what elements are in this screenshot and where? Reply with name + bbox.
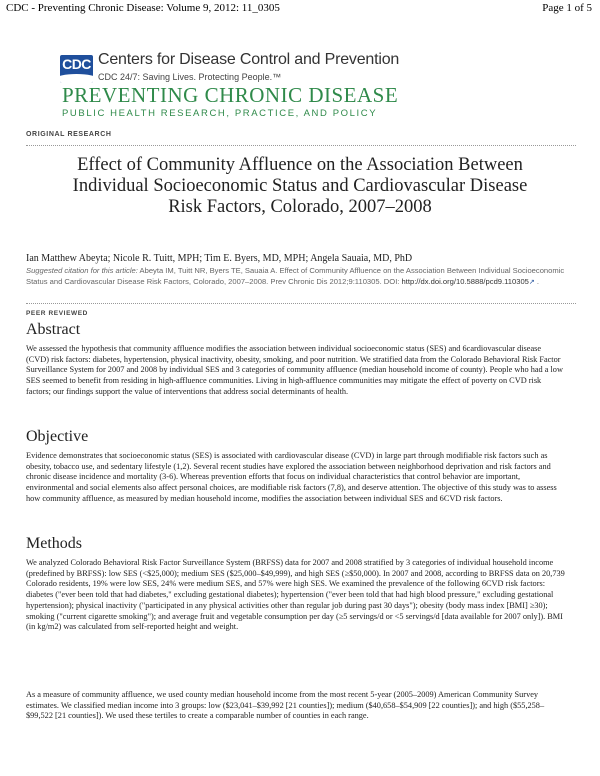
external-link-icon[interactable]: ↗ xyxy=(528,278,535,286)
objective-text: Evidence demonstrates that socioeconomic status (SES) is associated with cardiovascular disease (CVD) in large part through modifiable risk factors such as obesity, tobacco use, and sedentary lifestyle (1,2). Several recent studies have explored the association between neighborhood deprivation and risk factors and chronic disease incidence and mortality (3-6). Whereas prevention efforts that focus on individual characteristics that control behavior are important, environmental and social elements also affect personal choices, are modifiable risk factors (7,8), and deserve attention. The objective of this study was to assess how community affluence, as measured by median household income, modifies the association between individual SES and 6CVD risk factors. xyxy=(26,451,557,503)
journal-subtitle: PUBLIC HEALTH RESEARCH, PRACTICE, AND POLICY xyxy=(62,108,378,119)
author-list: Ian Matthew Abeyta; Nicole R. Tuitt, MPH; Tim E. Byers, MD, MPH; Angela Sauaia, MD, PhD xyxy=(26,253,413,264)
print-header-page: Page 1 of 5 xyxy=(542,2,592,14)
citation-text: Abeyta IM, Tuitt NR, Byers TE, Sauaia A. Effect of Community Affluence on the Association Between Individual Socioeconomic Status and Cardiovascular Disease Risk Factors, Colorado, 2007–2008. Prev Chronic Dis 2012;9:110305. DOI: xyxy=(26,266,565,286)
article-title: Effect of Community Affluence on the Association Between Individual Socioeconomic Status and Cardiovascular Disease Risk Factors, Colorado, 2007–2008 xyxy=(72,155,528,217)
divider xyxy=(26,145,576,146)
citation-lead: Suggested citation for this article: xyxy=(26,266,138,275)
cdc-logo-text: CDC xyxy=(62,56,91,72)
org-tagline: CDC 24/7: Saving Lives. Protecting People.™ xyxy=(98,72,282,82)
section-label: ORIGINAL RESEARCH xyxy=(26,131,112,138)
cdc-logo-icon[interactable] xyxy=(60,55,93,83)
methods-text-1: We analyzed Colorado Behavioral Risk Factor Surveillance System (BRFSS) data for 2007 and 2008 stratified by 3 categories of individual household income (predefined by BRFSS): low SES (<$25,000); medium SES ($25,000–$49,999), and high SES (≥$50,000). In 2007 and 2008, according to BRFSS data on 20,739 Colorado residents, 19% were low SES, 24% were medium SES, and 57% were high SES. We examined the prevalence of the following 6CVD risk factors: diabetes ("ever been told that had diabetes," excluding gestational diabetes); hypertension ("ever been told that had high blood pressure," excluding gestational hypertension); physical inactivity ("participated in any physical activities other than regular job during past 30 days"); obesity (body mass index [BMI] ≥30); smoking ("current cigarette smoking"); and average fruit and vegetable consumption per day (≥5 servings/d or <5 servings/d [data available for 2007 only]). BMI (in kg/m2) was calculated from self-reported height and weight. xyxy=(26,558,565,632)
print-header-source: CDC - Preventing Chronic Disease: Volume 9, 2012: 11_0305 xyxy=(6,2,280,14)
doi-link[interactable]: http://dx.doi.org/10.5888/pcd9.110305 xyxy=(401,276,529,286)
suggested-citation xyxy=(26,266,566,288)
methods-heading: Methods xyxy=(26,535,82,552)
journal-name[interactable]: PREVENTING CHRONIC DISEASE xyxy=(62,83,399,107)
objective-heading: Objective xyxy=(26,428,89,445)
abstract-text: We assessed the hypothesis that community affluence modifies the association between individual socioeconomic status (SES) and 6cardiovascular disease (CVD) risk factors: diabetes, hypertension, physical inactivity, obesity, smoking, and poor nutrition. We stratified data from the Colorado Behavioral Risk Factor Surveillance System for 2007 and 2008 by individual SES and 3 categories of community affluence (median household income of county). People who had a low SES seemed to benefit from residing in high-affluence communities. Living in high-affluence communities may mitigate the effect of poverty on CVD risk factors; our findings support the value of interventions that address social determinants of health. xyxy=(26,344,563,396)
print-header xyxy=(6,2,592,16)
methods-text-2: As a measure of community affluence, we used county median household income from the most recent 5-year (2005–2009) American Community Survey estimates. We classified median income into 3 groups: low ($23,041–$39,992 [21 counties]); medium ($40,658–$54,909 [22 counties]); and high ($55,258–$99,522 [21 counties]). We used these tertiles to create a comparable number of counties in each range. xyxy=(26,690,545,721)
citation-end: . xyxy=(534,276,540,286)
org-name[interactable]: Centers for Disease Control and Prevention xyxy=(98,51,400,68)
peer-reviewed-label: PEER REVIEWED xyxy=(26,310,88,317)
divider xyxy=(26,303,576,304)
abstract-heading: Abstract xyxy=(26,321,81,338)
masthead xyxy=(60,48,560,128)
